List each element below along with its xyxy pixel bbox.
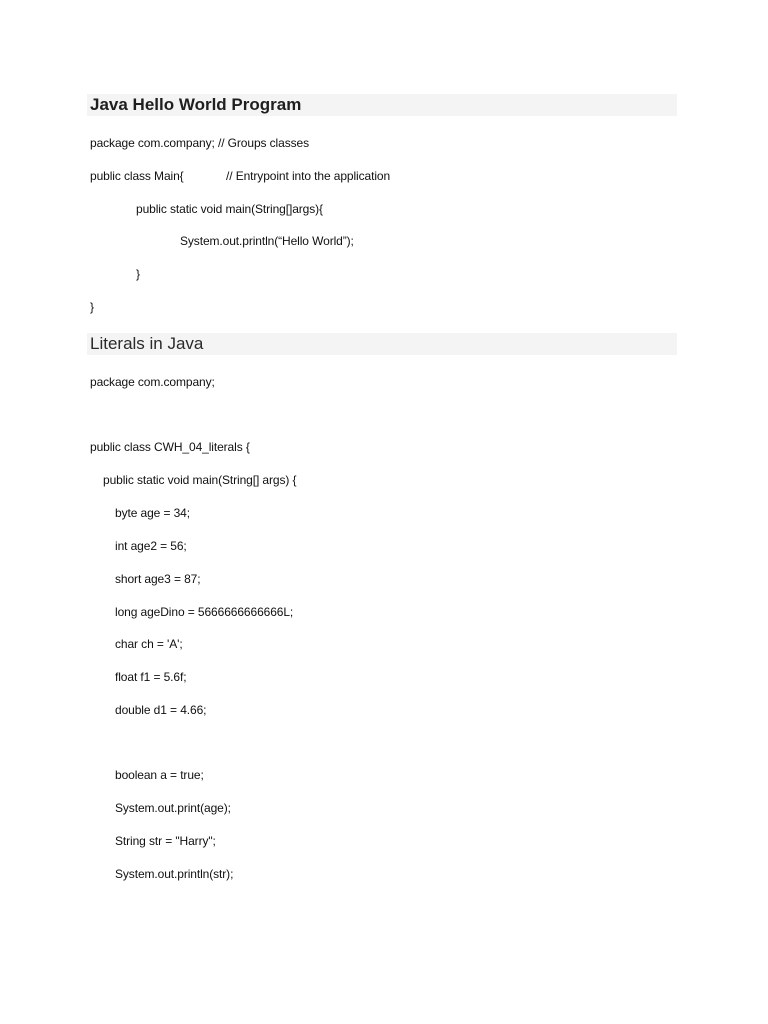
code-line: } [136,267,140,281]
code-line: String str = "Harry"; [115,834,216,848]
code-line: boolean a = true; [115,768,204,782]
code-line: package com.company; [90,375,215,389]
code-line: public static void main(String[] args) { [103,473,297,487]
section-heading-literals: Literals in Java [87,333,677,355]
code-line: System.out.print(age); [115,801,231,815]
code-line: short age3 = 87; [115,572,201,586]
code-line: double d1 = 4.66; [115,703,207,717]
code-line: byte age = 34; [115,506,190,520]
code-line: public class Main{ [90,169,184,183]
code-line: char ch = 'A'; [115,637,183,651]
code-line: long ageDino = 5666666666666L; [115,605,294,619]
code-line: } [90,300,94,314]
code-comment: // Entrypoint into the application [226,169,391,183]
code-line: System.out.println(str); [115,867,234,881]
code-line: System.out.println(“Hello World”); [180,234,354,248]
section-heading-hello-world: Java Hello World Program [87,94,677,116]
code-line: public class CWH_04_literals { [90,440,250,454]
code-line: package com.company; // Groups classes [90,136,309,150]
code-line: public static void main(String[]args){ [136,202,323,216]
code-line: int age2 = 56; [115,539,187,553]
code-line: float f1 = 5.6f; [115,670,187,684]
